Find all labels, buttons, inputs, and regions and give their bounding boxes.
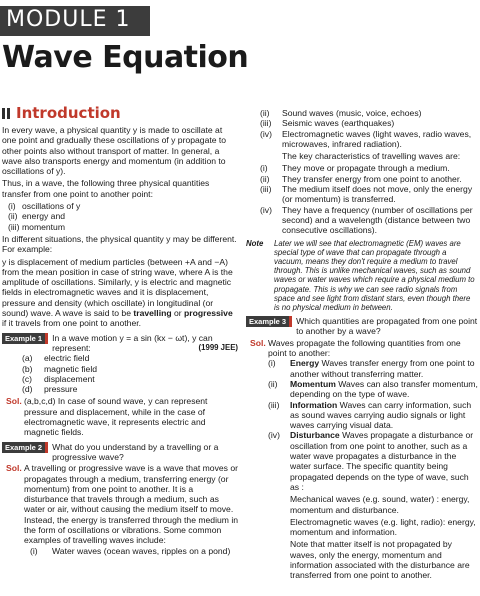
- example-badge: Example 1: [2, 333, 48, 344]
- example-3: [246, 316, 478, 337]
- transfer-list: [2, 201, 238, 232]
- intro-paragraph-3: In different situations, the physical quantity y may be different. For example:: [2, 233, 237, 255]
- list-item: (i) Energy Waves transfer energy from one point to another without transferring matter.: [268, 358, 475, 379]
- list-item: (iii) The medium itself does not move, only the energy (or momentum) is transferred.: [260, 184, 473, 205]
- example-question: What do you understand by a travelling or a progressive wave?: [52, 441, 219, 462]
- solution-text: Waves propagate the following quantities from one point to another:: [268, 337, 461, 359]
- list-item: (ii) energy and: [8, 211, 66, 222]
- note-block: [246, 239, 478, 313]
- example-2: [2, 442, 238, 463]
- list-item: (iv) Disturbance Waves propagate a disturbance or oscillation from one point to another, such as a water wave propagates a disturbance in the water surface. The specific quantity being propagated depends on the type of wave, such as : Mechanical waves (e.g. sound, water) : energy, momentum and disturbance. Electromagnetic waves (e.g. light, radio): energy, momentum and information. Note that matter itself is not propagated by waves, only the energy, momentum and information associated with the disturbance are transferred from one point to another.: [268, 430, 478, 580]
- list-item: (iii) Information Waves can carry information, such as sound waves carrying audio signals or light waves carrying visual data.: [268, 399, 472, 431]
- key-characteristics-heading: The key characteristics of travelling waves are:: [282, 151, 461, 162]
- section-heading: [2, 104, 238, 123]
- example-question: In a wave motion y = a sin (kx − ωt), y can represent: (1999 JEE): [52, 332, 238, 353]
- list-item: (i) oscillations of y: [8, 201, 81, 212]
- list-item: (iii) momentum: [8, 221, 65, 232]
- option-item: (c) displacement: [22, 373, 95, 384]
- list-item: (iv) Electromagnetic waves (light waves, radio waves, microwaves, infrared radiation).: [260, 128, 472, 149]
- solution-label: Sol.: [250, 337, 266, 348]
- solution-label: Sol.: [6, 396, 22, 407]
- wave-examples-list: [246, 108, 478, 149]
- intro-paragraph-1: In every wave, a physical quantity y is made to oscillate at one point and gradually these oscillations of y propagate to other points also without transport of matter. In general, a wave also transports energy and momentum (in addition to oscillations of y).: [2, 125, 227, 177]
- example-question: Which quantities are propagated from one point to another by a wave?: [296, 316, 478, 337]
- list-item: (i) Water waves (ocean waves, ripples on a pond): [30, 545, 231, 556]
- module-label-box: [0, 6, 150, 36]
- options-list: [2, 353, 238, 394]
- characteristics-list: [246, 163, 478, 235]
- intro-paragraph-4: y is displacement of medium particles (between +A and −A) from the mean position in case of string wave, where A is the amplitude of oscillations. Similarly, y is electric and magnetic fields in electromagnetic waves and it is displacement, pressure and density (which oscillate) in longitudinal (or sound) wave. A wave is said to be travelling or progressive if it travels from one point to another.: [2, 256, 233, 329]
- section-bars-icon: [2, 108, 11, 119]
- note-label: Note: [246, 238, 264, 248]
- exam-tag: (1999 JEE): [198, 342, 238, 352]
- list-item: (ii) Sound waves (music, voice, echoes): [260, 108, 422, 118]
- left-column: [2, 104, 238, 556]
- solution-text: A travelling or progressive wave is a wave that moves or propagates through a medium, transferring energy (or momentum) from one point to another. It is a disturbance that travels through a medium, such as water or air, without causing the medium itself to move. Instead, the energy is transferred through the medium in the form of oscillations or vibrations. Some common examples of travelling waves include: (i) Water waves (ocean waves, ripples on a pond): [24, 463, 239, 556]
- intro-paragraph-2: Thus, in a wave, the following three physical quantities transfer from one point to another point:: [2, 178, 210, 199]
- module-label: MODULE 1: [6, 7, 131, 32]
- right-column: [246, 108, 478, 583]
- list-item: (ii) They transfer energy from one point to another.: [260, 173, 462, 184]
- solution-text: (a,b,c,d) In case of sound wave, y can represent pressure and displacement, while in the case of electromagnetic wave, it represents electric and magnetic fields.: [24, 396, 208, 438]
- option-item: (b) magnetic field: [22, 363, 98, 374]
- option-item: (a) electric field: [22, 353, 90, 364]
- list-item: (ii) Momentum Waves can also transfer momentum, depending on the type of wave.: [268, 378, 478, 400]
- note-text: Later we will see that electromagnetic (EM) waves are special type of wave that can propagate through a vacuum, means they don't require a medium to travel through. This is unlike mechanical waves, such as sound waves or water waves which require a physical medium to propagate. This is why we can see radio signals from space and see light from distant stars, even though there is no physical medium in between.: [274, 238, 475, 312]
- solution-3: [246, 338, 478, 359]
- propagated-quantities-list: [246, 358, 478, 580]
- final-note-line: Note that matter itself is not propagated by waves, only the energy, momentum and information associated with the disturbance are transferred from one point to another.: [290, 539, 470, 581]
- solution-2: [2, 463, 238, 556]
- solution-1: [2, 396, 238, 437]
- list-item: (iii) Seismic waves (earthquakes): [260, 118, 395, 129]
- example-1: [2, 333, 238, 354]
- module-header-band: [0, 6, 480, 36]
- chapter-title: Wave Equation: [2, 40, 249, 75]
- list-item: (i) They move or propagate through a medium.: [260, 163, 450, 174]
- example-badge: Example 2: [2, 442, 48, 453]
- list-item: (iv) They have a frequency (number of oscillations per second) and a wavelength (distance between two consecutive oscillations).: [260, 204, 473, 236]
- em-waves-line: Electromagnetic waves (e.g. light, radio): energy, momentum and information.: [290, 516, 476, 538]
- option-item: (d) pressure: [22, 384, 78, 395]
- example-badge: Example 3: [246, 316, 292, 327]
- mechanical-waves-line: Mechanical waves (e.g. sound, water) : energy, momentum and disturbance.: [290, 494, 470, 515]
- solution-label: Sol.: [6, 463, 22, 474]
- section-title: Introduction: [16, 104, 121, 123]
